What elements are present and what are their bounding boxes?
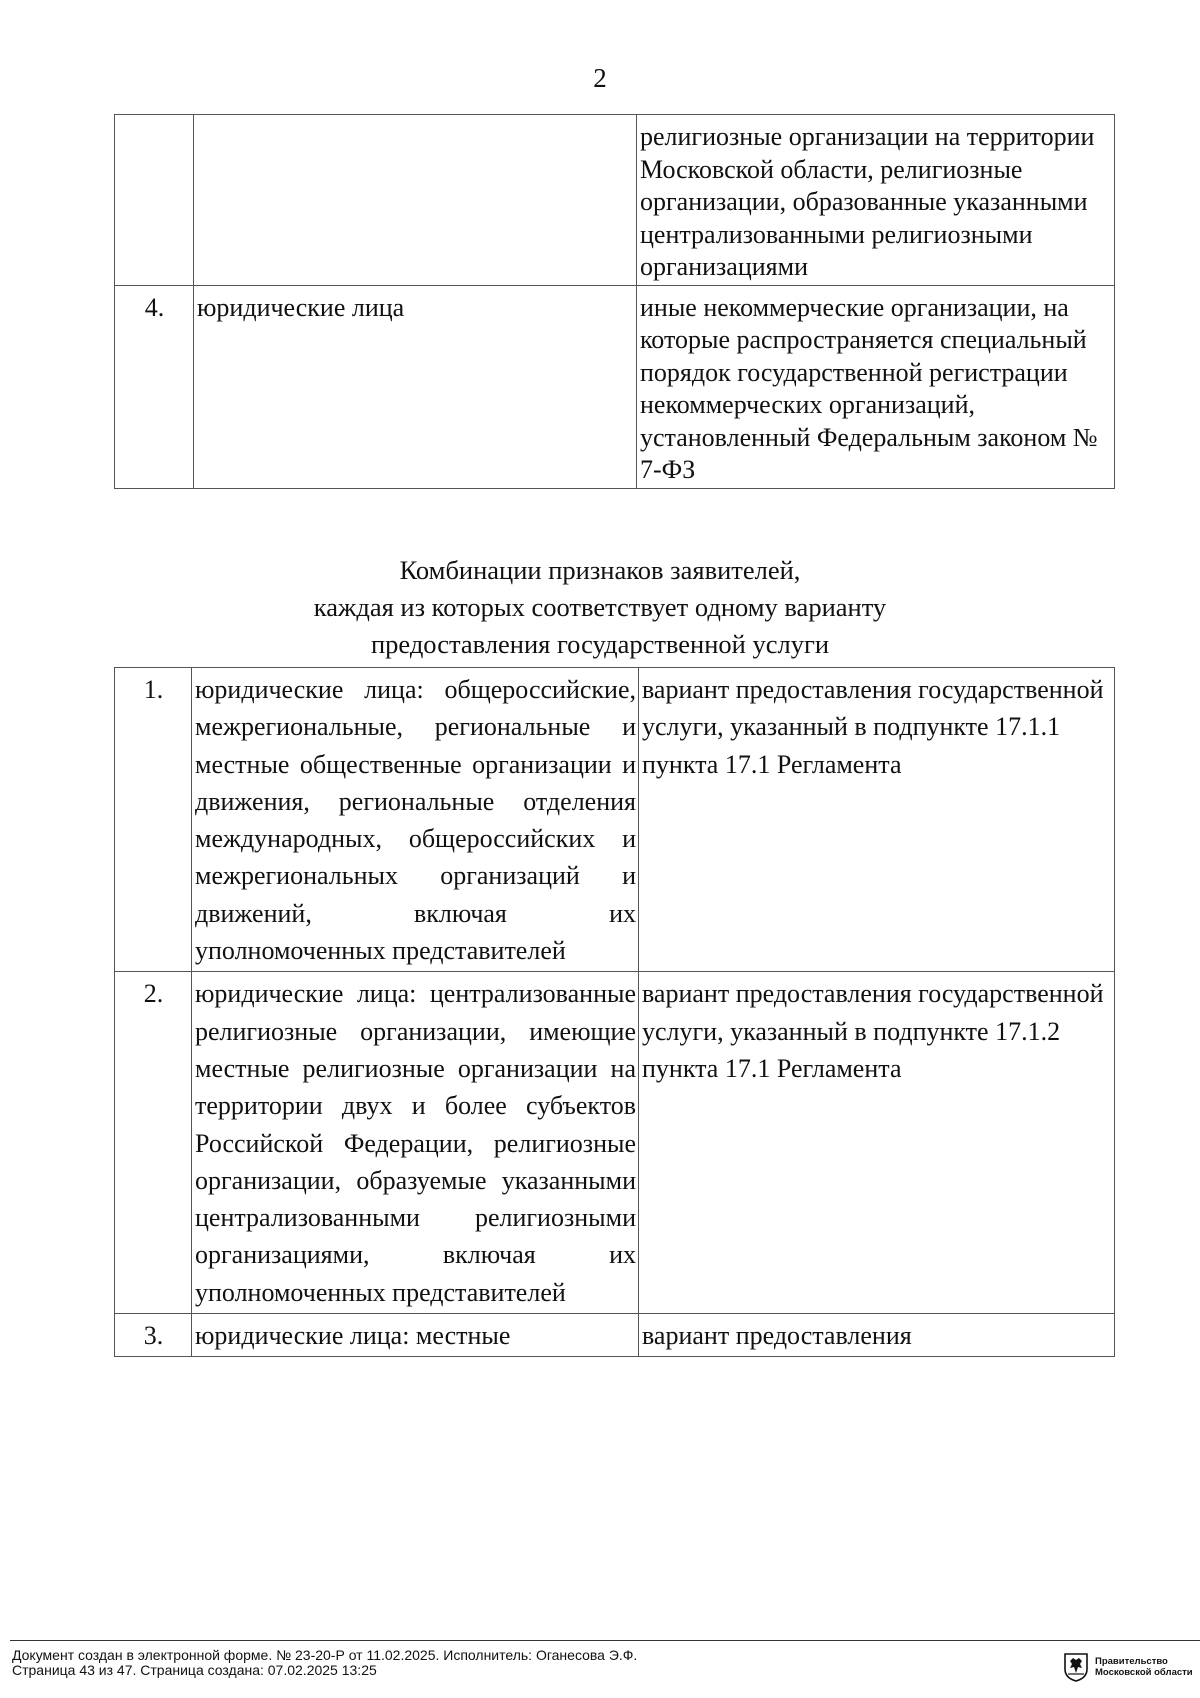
table-row (115, 1314, 1115, 1357)
logo-line: Правительство (1095, 1656, 1168, 1667)
row-number: 4. (115, 285, 194, 488)
row-number (115, 115, 194, 286)
section-heading-line: каждая из которых соответствует одному варианту (313, 591, 887, 622)
footer-line: Документ создан в электронной форме. № 23-20-Р от 11.02.2025. Исполнитель: Оганесова Э.Ф. (12, 1647, 638, 1663)
row-description: иные некоммерческие организации, на которые распространяется специальный порядок государственной регистрации некоммерческих организаций, установленный Федеральным законом № 7-ФЗ (637, 285, 1115, 488)
page-number: 2 (593, 63, 607, 93)
footer-divider (10, 1640, 1200, 1641)
moscow-oblast-emblem-icon (1063, 1652, 1089, 1682)
row-category (194, 115, 637, 286)
combinations-table (114, 667, 1115, 1357)
table-row (115, 115, 1115, 286)
section-heading (0, 552, 1200, 662)
footer-line: Страница 43 из 47. Страница создана: 07.02.2025 13:25 (12, 1662, 377, 1678)
row-number: 3. (115, 1314, 192, 1357)
section-heading-line: Комбинации признаков заявителей, (399, 555, 801, 585)
row-variant: вариант предоставления государственной услуги, указанный в подпункте 17.1.1 пункта 17.1 Регламента (639, 668, 1115, 972)
table-row (115, 285, 1115, 488)
logo-text (1095, 1656, 1193, 1678)
row-number: 2. (115, 972, 192, 1314)
government-logo (1063, 1652, 1193, 1682)
row-number: 1. (115, 668, 192, 972)
row-criteria: юридические лица: общероссийские, межрегиональные, региональные и местные общественные организации и движения, региональные отделения международных, общероссийских и межрегиональных организаций и движений, включая их уполномоченных представителей (192, 668, 639, 972)
table-row (115, 972, 1115, 1314)
row-criteria: юридические лица: централизованные религиозные организации, имеющие местные религиозные организации на территории двух и более субъектов Российской Федерации, религиозные организации, образуемые указанными централизованными религиозными организациями, включая их уполномоченных представителей (192, 972, 639, 1314)
row-variant: вариант предоставления (639, 1314, 1115, 1357)
footer-document-info (12, 1648, 637, 1678)
table-row (115, 668, 1115, 972)
applicant-categories-table (114, 114, 1115, 489)
row-description: религиозные организации на территории Московской области, религиозные организации, образованные указанными централизованными религиозными организациями (637, 115, 1115, 286)
logo-line: Московской области (1095, 1667, 1193, 1678)
row-category: юридические лица (194, 285, 637, 488)
row-variant: вариант предоставления государственной услуги, указанный в подпункте 17.1.2 пункта 17.1 Регламента (639, 972, 1115, 1314)
section-heading-line: предоставления государственной услуги (370, 628, 830, 659)
row-criteria: юридические лица: местные (192, 1314, 639, 1357)
